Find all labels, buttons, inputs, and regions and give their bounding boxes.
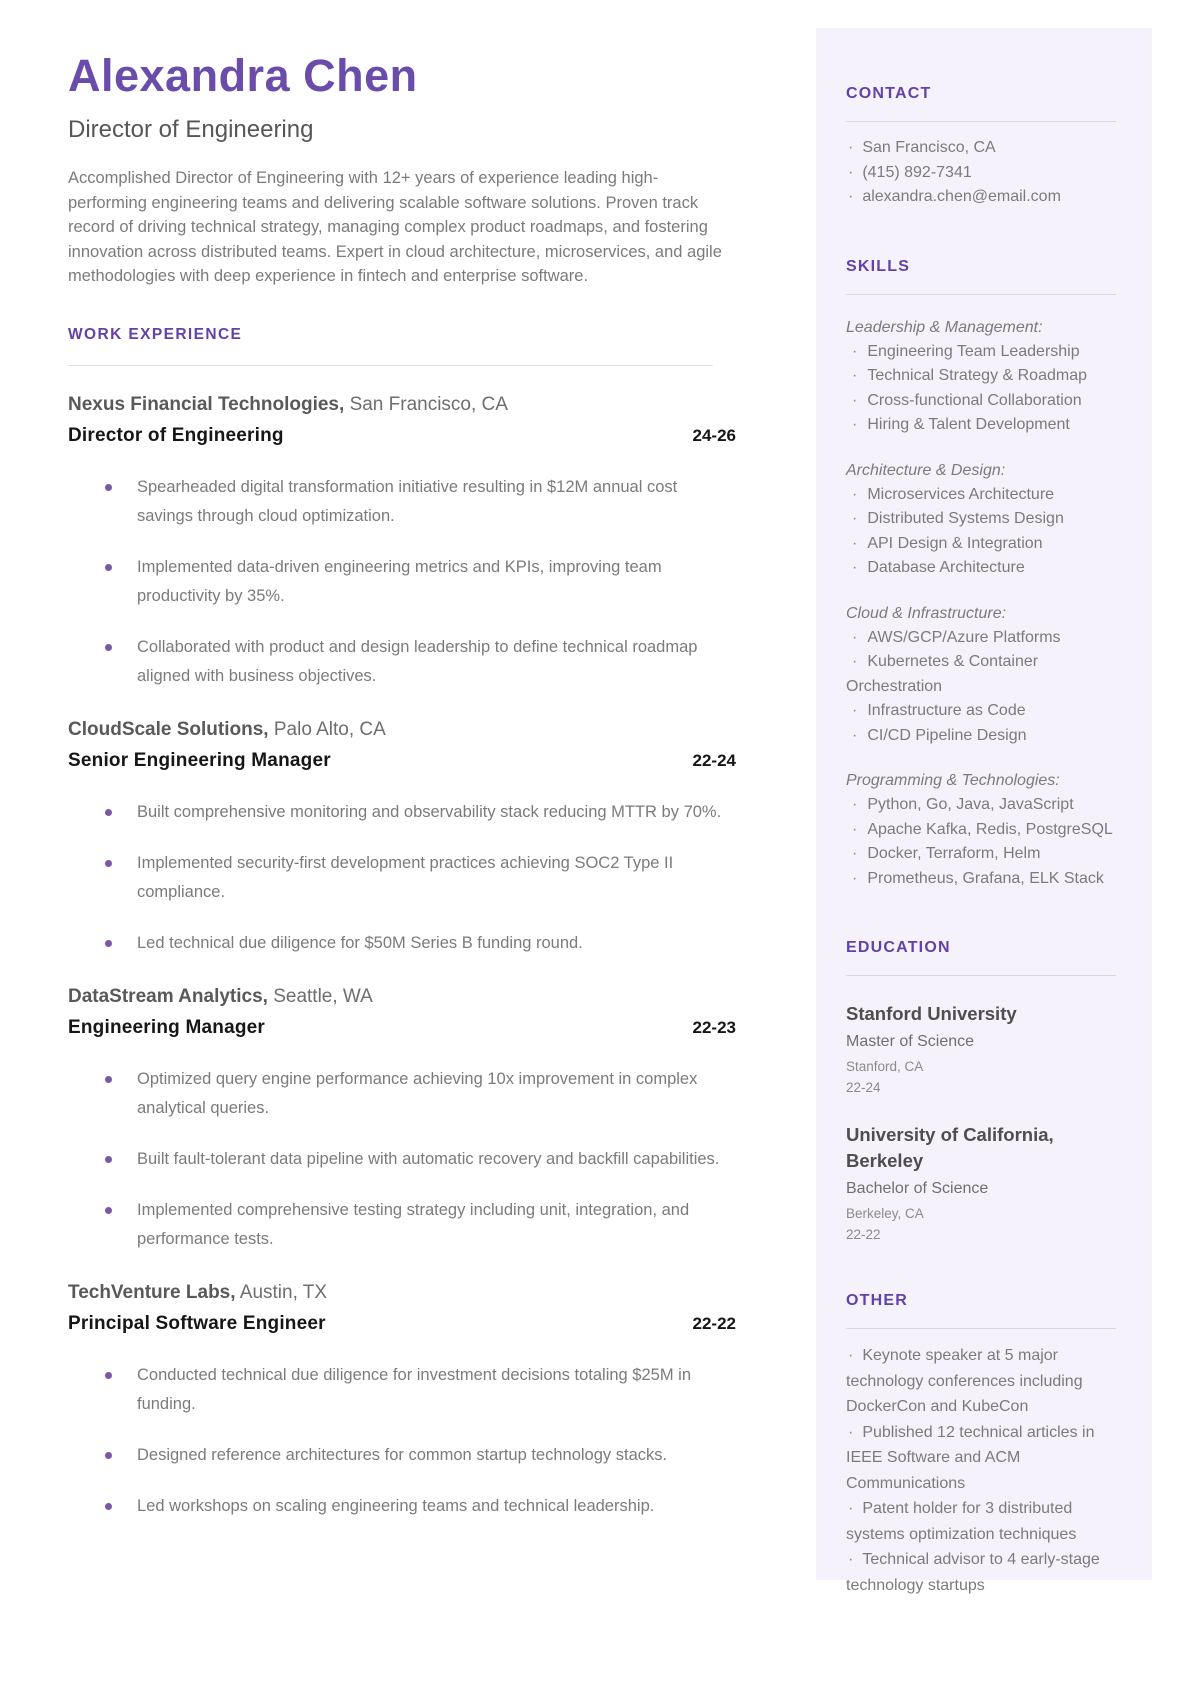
bullet-item [68, 798, 736, 827]
contact-heading: CONTACT [846, 85, 932, 102]
skill-item: · API Design & Integration [846, 532, 1116, 557]
bullet-item [68, 1441, 736, 1470]
contact-email: · alexandra.chen@email.com [846, 185, 1116, 210]
bullet-text: Spearheaded digital transformation initiative resulting in $12M annual cost savings through cloud optimization. [137, 477, 678, 525]
person-headline: Director of Engineering [68, 116, 314, 143]
school-degree: Master of Science [846, 1033, 975, 1050]
bullet-dot-icon [105, 1076, 112, 1083]
bullet-dot-icon [105, 940, 112, 947]
bullet-text: Built fault-tolerant data pipeline with automatic recovery and backfill capabilities. [137, 1149, 720, 1168]
sidebar-content [816, 28, 1152, 1598]
job-title-row [68, 748, 736, 773]
skill-group [846, 769, 1116, 891]
company-name: TechVenture Labs, [68, 1281, 236, 1303]
job-title: Principal Software Engineer [68, 1312, 326, 1334]
other-item: · Patent holder for 3 distributed systems optimization techniques [846, 1496, 1116, 1547]
job-dates: 24-26 [692, 425, 736, 445]
bullet-text: Built comprehensive monitoring and observability stack reducing MTTR by 70%. [137, 802, 722, 821]
skill-item: · Engineering Team Leadership [846, 340, 1116, 365]
job-entry [68, 1280, 736, 1521]
skill-group [846, 459, 1116, 581]
skill-group-label: Programming & Technologies: [846, 772, 1060, 789]
bullet-item [68, 633, 736, 691]
company-location: Palo Alto, CA [273, 718, 386, 740]
main-column [68, 50, 736, 1521]
bullet-dot-icon [105, 1207, 112, 1214]
bullet-text: Led workshops on scaling engineering teams and technical leadership. [137, 1496, 655, 1515]
job-title: Engineering Manager [68, 1016, 266, 1038]
school-location: Berkeley, CA [846, 1206, 924, 1221]
skill-group-label: Architecture & Design: [846, 461, 1006, 479]
bullet-item [68, 1492, 736, 1521]
company-name: Nexus Financial Technologies, [68, 393, 345, 415]
skills-heading: SKILLS [846, 257, 911, 275]
bullet-text: Implemented data-driven engineering metrics and KPIs, improving team productivity by 35%. [137, 557, 662, 605]
education-divider [846, 975, 1116, 976]
skill-item: · Infrastructure as Code [846, 699, 1116, 724]
school-years: 22-22 [846, 1227, 881, 1242]
school-name: University of California, Berkeley [846, 1124, 1054, 1171]
bullet-item [68, 1145, 736, 1174]
job-bullets [68, 473, 736, 691]
job-entry [68, 392, 736, 691]
skill-item: · CI/CD Pipeline Design [846, 724, 1116, 749]
work-experience-divider [68, 365, 713, 366]
bullet-item [68, 1065, 736, 1123]
contact-phone: · (415) 892-7341 [846, 161, 1116, 186]
bullet-text: Designed reference architectures for common startup technology stacks. [137, 1445, 668, 1464]
skill-item: · Prometheus, Grafana, ELK Stack [846, 867, 1116, 892]
other-item: · Technical advisor to 4 early-stage technology startups [846, 1547, 1116, 1598]
job-entry [68, 717, 736, 958]
bullet-item [68, 1361, 736, 1419]
education-entry [846, 1122, 1116, 1244]
company-location: Austin, TX [239, 1281, 328, 1303]
bullet-dot-icon [105, 809, 112, 816]
job-dates: 22-23 [692, 1017, 736, 1037]
skill-item: · Docker, Terraform, Helm [846, 842, 1116, 867]
skill-item: · Microservices Architecture [846, 483, 1116, 508]
company-line [68, 984, 736, 1009]
bullet-text: Implemented security-first development practices achieving SOC2 Type II compliance. [137, 853, 674, 901]
bullet-item [68, 849, 736, 907]
bullet-text: Collaborated with product and design leadership to define technical roadmap aligned with business objectives. [137, 637, 698, 685]
other-item: · Keynote speaker at 5 major technology conferences including DockerCon and KubeCon [846, 1343, 1116, 1420]
bullet-dot-icon [105, 860, 112, 867]
skills-divider [846, 294, 1116, 295]
job-entry [68, 984, 736, 1254]
company-name: DataStream Analytics, [68, 985, 268, 1007]
company-location: Seattle, WA [273, 985, 373, 1007]
bullet-dot-icon [105, 1372, 112, 1379]
bullet-text: Conducted technical due diligence for investment decisions totaling $25M in funding. [137, 1365, 691, 1413]
contact-divider [846, 121, 1116, 122]
work-experience-heading: WORK EXPERIENCE [68, 325, 243, 343]
bullet-dot-icon [105, 644, 112, 651]
other-divider [846, 1328, 1116, 1329]
education-section [846, 939, 1116, 1244]
other-heading: OTHER [846, 1292, 908, 1309]
bullet-item [68, 473, 736, 531]
contact-section [846, 85, 1116, 210]
bullet-item [68, 929, 736, 958]
sidebar-panel [816, 28, 1152, 1594]
job-dates: 22-22 [692, 1313, 736, 1333]
job-bullets [68, 798, 736, 958]
company-name: CloudScale Solutions, [68, 718, 269, 740]
bullet-item [68, 553, 736, 611]
skill-item: · Distributed Systems Design [846, 507, 1116, 532]
school-years: 22-24 [846, 1080, 881, 1095]
bullet-dot-icon [105, 1156, 112, 1163]
education-entry [846, 1001, 1116, 1097]
skill-item: · Kubernetes & Container Orchestration [846, 650, 1116, 699]
skill-group [846, 316, 1116, 438]
bullet-text: Led technical due diligence for $50M Series B funding round. [137, 933, 583, 952]
job-bullets [68, 1065, 736, 1254]
school-name: Stanford University [846, 1003, 1017, 1024]
job-title: Director of Engineering [68, 424, 284, 446]
job-title-row [68, 1311, 736, 1336]
bullet-item [68, 1196, 736, 1254]
other-item: · Published 12 technical articles in IEEE Software and ACM Communications [846, 1420, 1116, 1497]
company-line [68, 1280, 736, 1305]
education-heading: EDUCATION [846, 939, 951, 956]
skill-item: · Cross-functional Collaboration [846, 389, 1116, 414]
company-line [68, 392, 736, 417]
skill-item: · Database Architecture [846, 556, 1116, 581]
bullet-text: Implemented comprehensive testing strategy including unit, integration, and performance tests. [137, 1200, 690, 1248]
skill-group [846, 602, 1116, 749]
skill-group-label: Leadership & Management: [846, 318, 1043, 336]
bullet-dot-icon [105, 1503, 112, 1510]
company-line [68, 717, 736, 742]
skill-item: · Hiring & Talent Development [846, 413, 1116, 438]
bullet-dot-icon [105, 484, 112, 491]
person-name: Alexandra Chen [68, 50, 418, 101]
bullet-text: Optimized query engine performance achieving 10x improvement in complex analytical queries. [137, 1069, 698, 1117]
company-location: San Francisco, CA [349, 393, 508, 415]
contact-location: · San Francisco, CA [846, 136, 1116, 161]
summary-paragraph: Accomplished Director of Engineering with 12+ years of experience leading high-performing engineering teams and delivering scalable software solutions. Proven track record of driving technical strategy, managing complex product roadmaps, and fostering innovation across distributed teams. Expert in cloud architecture, microservices, and agile methodologies with deep experience in fintech and enterprise software. [68, 169, 722, 285]
job-title-row [68, 423, 736, 448]
skills-section [846, 258, 1116, 892]
skill-item: · Apache Kafka, Redis, PostgreSQL [846, 818, 1116, 843]
other-section [846, 1292, 1116, 1598]
school-degree: Bachelor of Science [846, 1180, 989, 1197]
bullet-dot-icon [105, 1452, 112, 1459]
bullet-dot-icon [105, 564, 112, 571]
job-dates: 22-24 [692, 750, 736, 770]
job-title: Senior Engineering Manager [68, 749, 331, 771]
school-location: Stanford, CA [846, 1059, 924, 1074]
skill-item: · Python, Go, Java, JavaScript [846, 793, 1116, 818]
skill-item: · Technical Strategy & Roadmap [846, 364, 1116, 389]
job-title-row [68, 1015, 736, 1040]
job-bullets [68, 1361, 736, 1521]
skill-item: · AWS/GCP/Azure Platforms [846, 626, 1116, 651]
skill-group-label: Cloud & Infrastructure: [846, 604, 1007, 622]
